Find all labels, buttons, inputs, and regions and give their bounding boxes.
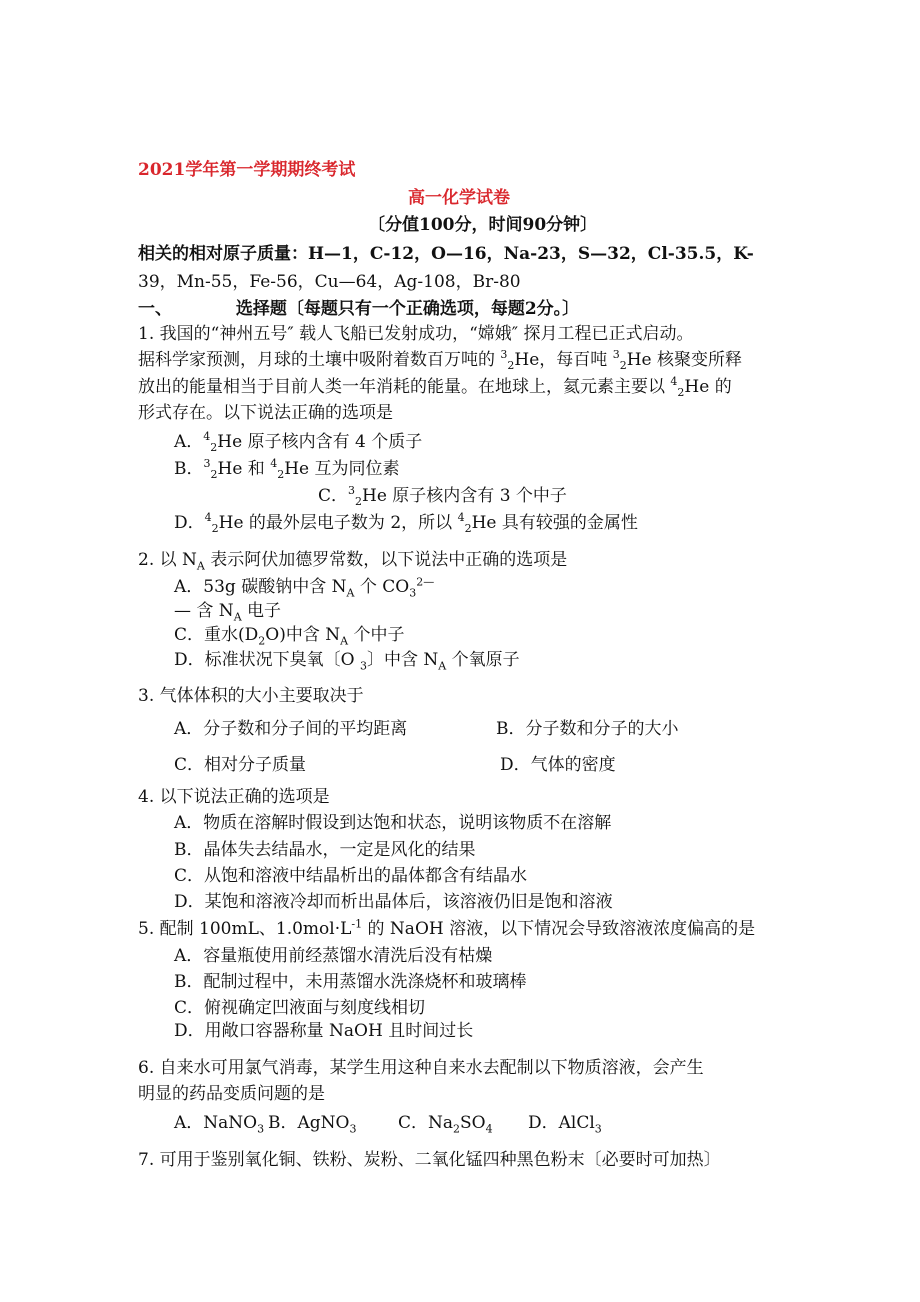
q6-option-d <box>528 1111 602 1135</box>
option-mid: He 和 <box>217 459 271 479</box>
na-sub: A <box>340 634 349 648</box>
q6-option-a <box>174 1111 264 1135</box>
q2-a-mid: 个 CO <box>354 577 410 597</box>
co3-charge: 2— <box>416 575 435 589</box>
q4-stem: 4. 以下说法正确的选项是 <box>138 787 330 807</box>
q3-stem: 3. 气体体积的大小主要取决于 <box>138 686 364 706</box>
q6-d-text: D．AlCl <box>528 1113 595 1133</box>
q1-line1: 1. 我国的“神州五号″ 载人飞船已发射成功，“嫦娥″ 探月工程已正式启动。 <box>138 324 694 344</box>
na-sub: A <box>438 659 447 673</box>
iso4-num: 2 <box>277 468 285 481</box>
iso4-num: 2 <box>464 522 472 535</box>
iso3-num: 2 <box>507 359 515 372</box>
q2-stem-a: 2. 以 N <box>138 550 197 570</box>
option-text: He 具有较强的金属性 <box>471 513 638 533</box>
formula-sub: 3 <box>257 1122 265 1136</box>
q6-a-text: A．NaNO <box>174 1113 258 1133</box>
q6-option-b <box>268 1111 356 1135</box>
exam-header: 2021学年第一学期期终考试 <box>138 160 356 180</box>
q1-option-b <box>174 457 400 483</box>
q1-option-a <box>174 430 422 456</box>
q6-c-mid: SO <box>460 1113 486 1133</box>
unit-exponent: -1 <box>351 917 363 931</box>
na-sub: A <box>346 586 355 600</box>
iso3-num: 2 <box>355 495 363 508</box>
na-sub: A <box>196 559 205 573</box>
iso4-mass: 4 <box>204 511 212 524</box>
q4-option-a: A．物质在溶解时假设到达饱和状态，说明该物质不在溶解 <box>174 813 612 833</box>
option-letter: D． <box>174 513 205 533</box>
option-letter: C． <box>318 486 349 506</box>
q1-line2 <box>138 348 742 374</box>
exam-subtitle: 〔分值100分，时间90分钟〕 <box>368 215 598 235</box>
option-text: He 原子核内含有 4 个质子 <box>217 432 423 452</box>
atomic-masses-text: 相关的相对原子质量：H—1，C-12，O—16，Na-23，S—32，Cl-35.5，K- <box>138 244 754 264</box>
q2-c-end: 个中子 <box>348 625 405 645</box>
formula-sub: 3 <box>594 1122 602 1136</box>
iso3-num: 2 <box>619 359 627 372</box>
q5-stem-a: 5. 配制 100mL、1.0mol·L <box>138 919 352 939</box>
q5-option-a: A．容量瓶使用前经蒸馏水清洗后没有枯燥 <box>174 946 493 966</box>
q2-option-d <box>174 648 520 672</box>
q2-c-text: C．重水(D <box>174 625 259 645</box>
na-sub: A <box>233 610 242 624</box>
option-letter: B． <box>174 459 204 479</box>
q5-option-d: D．用敞口容器称量 NaOH 且时间过长 <box>174 1021 474 1041</box>
q5-stem-b: 的 NaOH 溶液，以下情况会导致溶液浓度偏高的是 <box>362 919 756 939</box>
q6-c-text: C．Na <box>398 1113 454 1133</box>
q1-line3 <box>138 375 732 401</box>
q1-line3-a: 放出的能量相当于目前人类一年消耗的能量。在地球上，氦元素主要以 <box>138 377 671 397</box>
q2-d-mid: 〕中含 N <box>366 650 439 670</box>
q6-b-text: B．AgNO <box>268 1113 350 1133</box>
q1-line4: 形式存在。以下说法正确的选项是 <box>138 403 393 423</box>
q1-line3-b: He 的 <box>684 377 732 397</box>
q1-line2-b: He，每百吨 <box>514 350 613 370</box>
q4-option-c: C．从饱和溶液中结晶析出的晶体都含有结晶水 <box>174 866 528 886</box>
option-text: He 原子核内含有 3 个中子 <box>362 486 567 506</box>
q2-a-text: A．53g 碳酸钠中含 N <box>174 577 347 597</box>
q6-line2: 明显的药品变质问题的是 <box>138 1084 325 1104</box>
q2-stem-b: 表示阿伏加德罗常数，以下说法中正确的选项是 <box>204 550 568 570</box>
co3-sub: 3 <box>409 586 417 600</box>
formula-sub: 2 <box>453 1122 461 1136</box>
iso4-mass: 4 <box>270 457 278 470</box>
q3-option-b: B．分子数和分子的大小 <box>496 719 679 739</box>
formula-sub: 4 <box>485 1122 493 1136</box>
iso4-mass: 4 <box>203 430 211 443</box>
q2-a2-end: 电子 <box>241 601 282 621</box>
atomic-masses-line1 <box>138 242 754 266</box>
q3-option-a: A．分子数和分子间的平均距离 <box>174 719 408 739</box>
option-text: He 互为同位素 <box>284 459 400 479</box>
q7-stem: 7. 可用于鉴别氧化铜、铁粉、炭粉、二氧化锰四种黑色粉末〔必要时可加热〕 <box>138 1150 721 1170</box>
q1-option-d <box>174 511 638 537</box>
exam-title: 高一化学试卷 <box>408 188 510 208</box>
q2-option-a-cont <box>174 599 281 623</box>
section1-number: 一、 <box>138 299 172 319</box>
atomic-masses-line2: 39，Mn-55，Fe-56，Cu—64，Ag-108，Br-80 <box>138 272 521 292</box>
q1-line2-a: 据科学家预测，月球的土壤中吸附着数百万吨的 <box>138 350 501 370</box>
iso3-mass: 3 <box>203 457 211 470</box>
q3-option-c: C．相对分子质量 <box>174 755 307 775</box>
iso4-num: 2 <box>210 441 218 454</box>
q1-line2-c: He 核聚变所释 <box>626 350 742 370</box>
q5-option-c: C．俯视确定凹液面与刻度线相切 <box>174 998 426 1018</box>
q3-option-d: D．气体的密度 <box>500 755 616 775</box>
iso4-mass: 4 <box>457 511 465 524</box>
d2-sub: 2 <box>258 634 266 648</box>
iso3-mass: 3 <box>500 348 508 361</box>
option-letter: A． <box>174 432 204 452</box>
q5-option-b: B．配制过程中，未用蒸馏水洗涤烧杯和玻璃棒 <box>174 972 527 992</box>
iso4-num: 2 <box>677 386 685 399</box>
q6-line1: 6. 自来水可用氯气消毒，某学生用这种自来水去配制以下物质溶液，会产生 <box>138 1058 704 1078</box>
q2-option-a <box>174 575 434 599</box>
option-mid: He 的最外层电子数为 2，所以 <box>218 513 458 533</box>
q6-option-c <box>398 1111 493 1135</box>
q2-option-c <box>174 623 405 647</box>
formula-sub: 3 <box>349 1122 357 1136</box>
q2-d-end: 个氧原子 <box>446 650 520 670</box>
q2-a2-text: — 含 N <box>174 601 234 621</box>
q5-stem <box>138 917 755 941</box>
section1-title: 选择题〔每题只有一个正确选项，每题2分。〕 <box>235 299 580 319</box>
q2-c-mid: O)中含 N <box>265 625 341 645</box>
iso3-mass: 3 <box>348 484 356 497</box>
iso4-mass: 4 <box>670 375 678 388</box>
iso4-num: 2 <box>211 522 219 535</box>
section1-heading <box>138 297 579 321</box>
q2-d-text: D．标准状况下臭氧〔O <box>174 650 360 670</box>
iso3-num: 2 <box>210 468 218 481</box>
o3-sub: 3 <box>359 659 367 673</box>
iso3-mass: 3 <box>612 348 620 361</box>
q4-option-d: D．某饱和溶液冷却而析出晶体后，该溶液仍旧是饱和溶液 <box>174 892 613 912</box>
q1-option-c <box>318 484 567 510</box>
q2-stem <box>138 548 567 572</box>
q4-option-b: B．晶体失去结晶水，一定是风化的结果 <box>174 840 476 860</box>
